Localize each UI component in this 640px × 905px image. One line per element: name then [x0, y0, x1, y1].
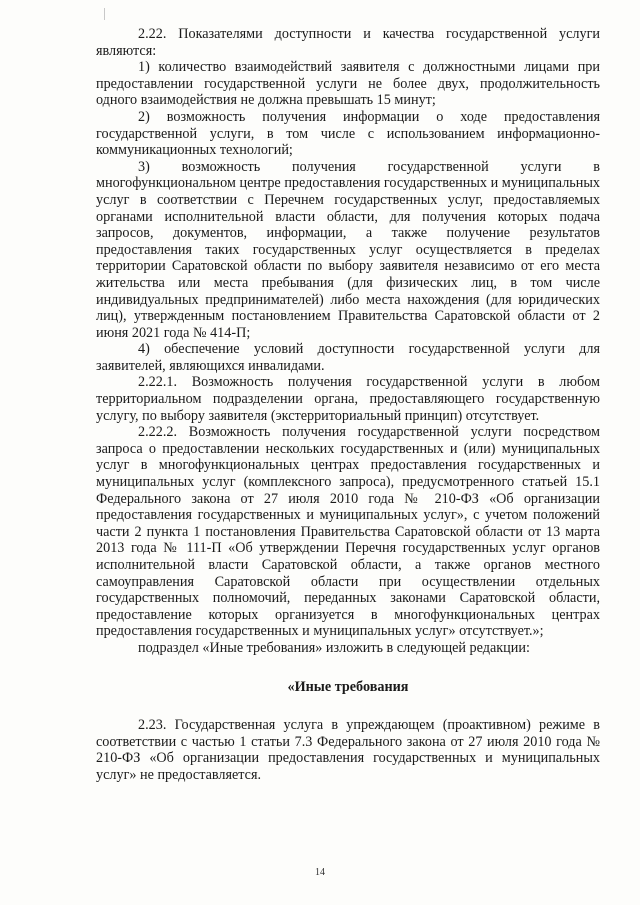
paragraph-2-23: 2.23. Государственная услуга в упреждающем (проактивном) режиме в соответствии с частью 1 статьи 7.3 Федерального закона от 27 июля 2010 года № 210-ФЗ «Об организации предоставления государственных и муниципальных услуг» не предоставляется.	[96, 717, 600, 783]
paragraph-item-4: 4) обеспечение условий доступности государственной услуги для заявителей, являющихся инвалидами.	[96, 341, 600, 374]
section-heading: «Иные требования	[287, 678, 409, 695]
document-body	[96, 26, 600, 784]
scan-mark	[104, 8, 105, 20]
paragraph-item-3: 3) возможность получения государственной услуги в многофункциональном центре предоставления государственных и муниципальных услуг в соответствии с Перечнем государственных услуг, предоставляемых органами исполнительной власти области, для получения которых подача запросов, документов, информации, а также получение результатов предоставления таких государственных услуг осуществляется в пределах территории Саратовской области по выбору заявителя независимо от его места жительства или места пребывания (для физических лиц, в том числе индивидуальных предпринимателей) либо места нахождения (для юридических лиц), утвержденным постановлением Правительства Саратовской области от 2 июня 2021 года № 414-П;	[96, 158, 600, 341]
paragraph-2-22-2: 2.22.2. Возможность получения государственной услуги посредством запроса о предоставлении нескольких государственных и (или) муниципальных услуг в многофункциональных центрах предоставления государственных и муниципальных услуг (комплексного запроса), предусмотренного статьей 15.1 Федерального закона от 27 июля 2010 года № 210-ФЗ «Об организации предоставления государственных и муниципальных услуг», с учетом положений части 2 пункта 1 постановления Правительства Саратовской области от 13 марта 2013 года № 111-П «Об утверждении Перечня государственных услуг органов исполнительной власти Саратовской области, а также органов местного самоуправления Саратовской области при осуществлении отдельных государственных полномочий, переданных законами Саратовской области, предоставление которых организуется в многофункциональных центрах предоставления государственных и муниципальных услуг» отсутствует.»;	[96, 424, 600, 640]
paragraph-2-22: 2.22. Показателями доступности и качества государственной услуги являются:	[96, 26, 600, 59]
paragraph-item-2: 2) возможность получения информации о ходе предоставления государственной услуги, в том числе с использованием информационно-коммуникационных технологий;	[96, 108, 600, 159]
paragraph-item-1: 1) количество взаимодействий заявителя с должностными лицами при предоставлении государственной услуги не более двух, продолжительность одного взаимодействия не должна превышать 15 минут;	[96, 59, 600, 109]
page-number: 14	[315, 867, 325, 878]
paragraph-2-22-1: 2.22.1. Возможность получения государственной услуги в любом территориальном подразделении органа, предоставляющего государственную услугу, по выбору заявителя (экстерриториальный принцип) отсутствует.	[96, 374, 600, 424]
paragraph-subsection-note: подраздел «Иные требования» изложить в следующей редакции:	[138, 639, 530, 656]
